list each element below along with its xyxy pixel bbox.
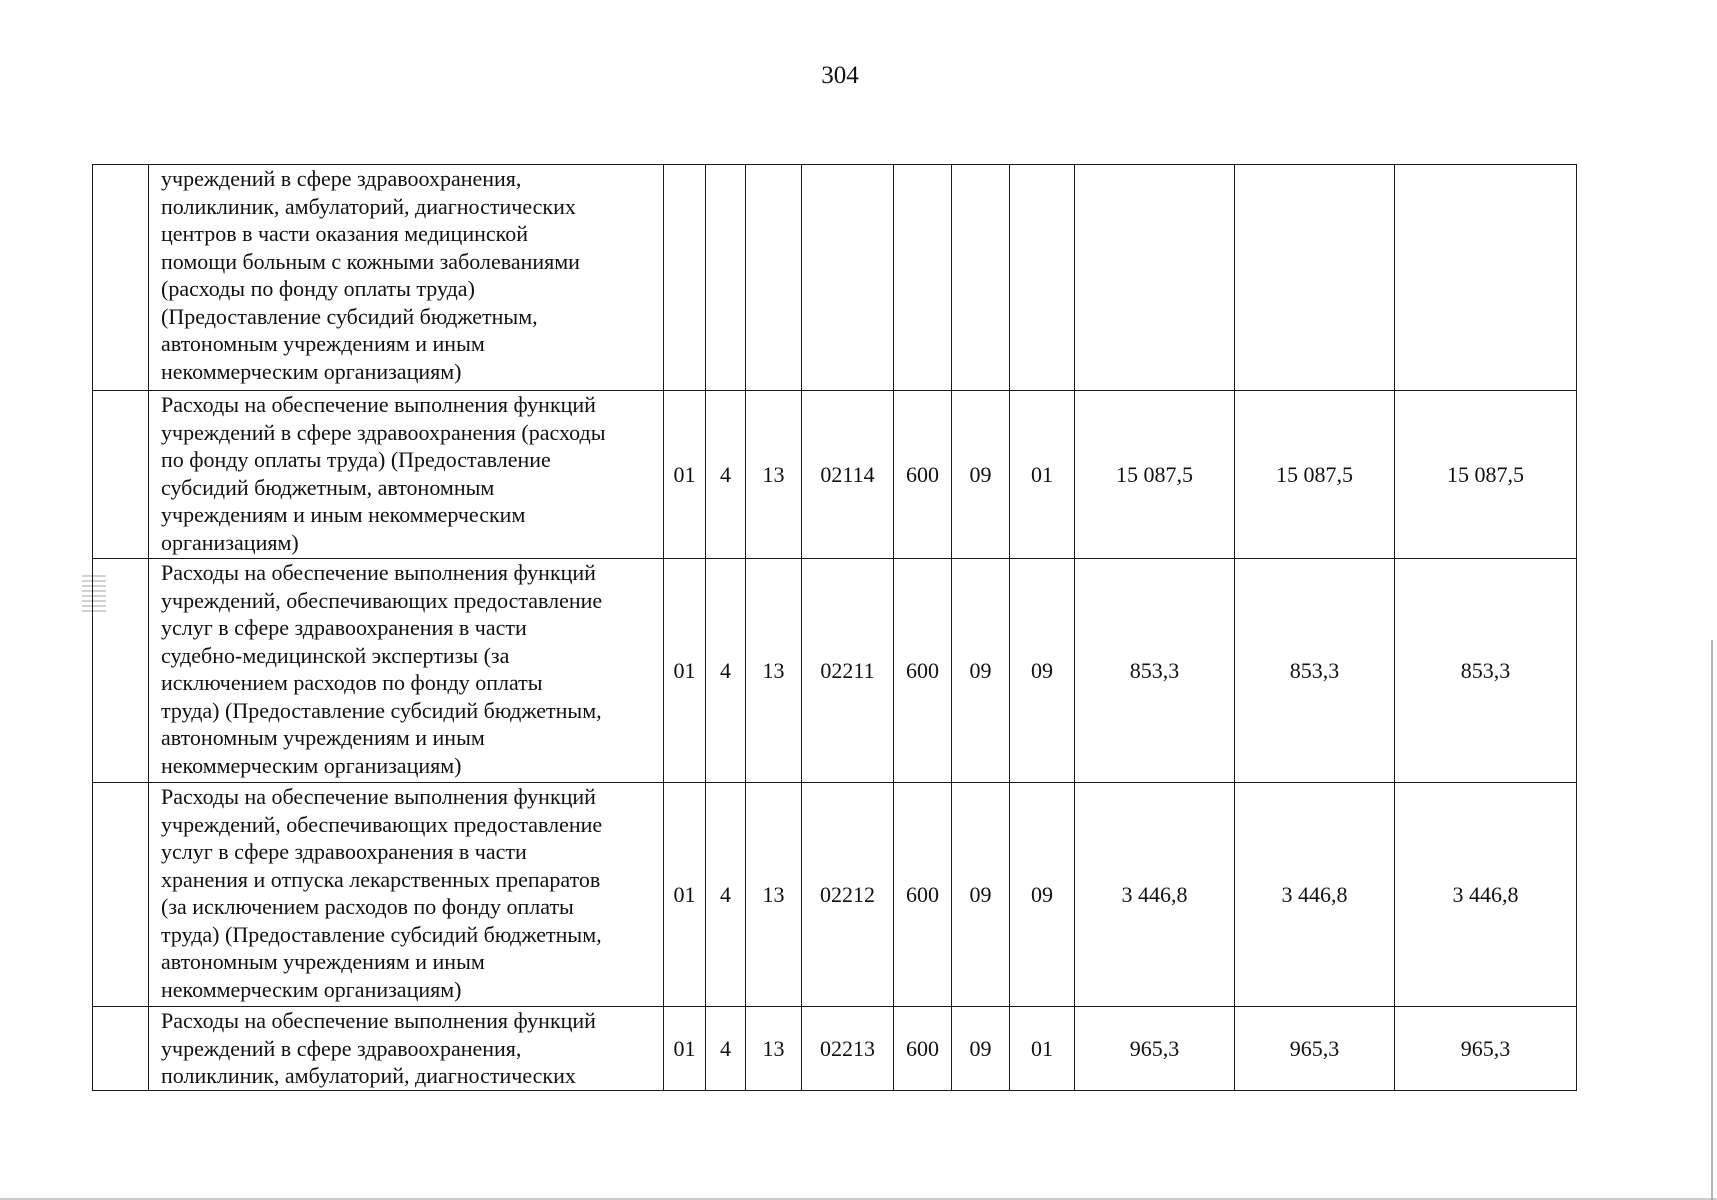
description-line: некоммерческим организациям): [161, 358, 462, 384]
description-line: (за исключением расходов по фонду оплаты: [161, 894, 574, 919]
code-cell-4: 02114: [802, 391, 894, 559]
amount-cell-2: 15 087,5: [1235, 391, 1395, 559]
code-cell-6: 09: [952, 1007, 1010, 1091]
code-cell-6: 09: [952, 391, 1010, 559]
description-line: поликлиник, амбулаторий, диагностических: [161, 1063, 576, 1088]
amount-cell-3: 965,3: [1395, 1007, 1577, 1091]
code-cell-7: [1010, 165, 1075, 391]
description-line: помощи больным с кожными заболеваниями: [161, 248, 580, 274]
amount-cell-1: 965,3: [1075, 1007, 1235, 1091]
description-line: некоммерческим организациям): [161, 752, 462, 778]
table-row: [93, 165, 1577, 391]
description-line: учреждений в сфере здравоохранения (расходы: [161, 419, 606, 445]
code-cell-6: 09: [952, 783, 1010, 1007]
code-cell-1: 01: [664, 559, 706, 783]
amount-cell-2: 3 446,8: [1235, 783, 1395, 1007]
description-cell: [149, 559, 664, 783]
description-cell: [149, 783, 664, 1007]
code-cell-5: 600: [894, 1007, 952, 1091]
description-line: труда) (Предоставление субсидий бюджетным,: [161, 697, 602, 723]
description-cell: [149, 165, 664, 391]
table-row: [93, 559, 1577, 783]
table-row: [93, 1007, 1577, 1091]
description-line: некоммерческим организациям): [161, 976, 462, 1002]
code-cell-5: [894, 165, 952, 391]
amount-cell-3: [1395, 165, 1577, 391]
amount-cell-3: 3 446,8: [1395, 783, 1577, 1007]
description-line: организациям): [161, 529, 299, 555]
code-cell-5: 600: [894, 559, 952, 783]
description-line: труда) (Предоставление субсидий бюджетным,: [161, 921, 602, 947]
code-cell-7: 09: [1010, 559, 1075, 783]
description-line: учреждений, обеспечивающих предоставление: [161, 587, 603, 613]
code-cell-1: 01: [664, 1007, 706, 1091]
code-cell-2: 4: [706, 783, 746, 1007]
code-cell-2: 4: [706, 1007, 746, 1091]
code-cell-1: [664, 165, 706, 391]
row-index-cell: [93, 1007, 149, 1091]
description-line: субсидий бюджетным, автономным: [161, 474, 495, 500]
code-cell-3: 13: [746, 391, 802, 559]
description-line: автономным учреждениям и иным: [161, 949, 485, 974]
code-cell-2: 4: [706, 559, 746, 783]
row-index-cell: [93, 783, 149, 1007]
amount-cell-2: 853,3: [1235, 559, 1395, 783]
code-cell-4: [802, 165, 894, 391]
code-cell-7: 01: [1010, 391, 1075, 559]
budget-table: [92, 164, 1577, 1091]
description-line: услуг в сфере здравоохранения в части: [161, 615, 527, 640]
description-cell: [149, 1007, 664, 1091]
amount-cell-1: [1075, 165, 1235, 391]
description-line: центров в части оказания медицинской: [161, 221, 528, 246]
code-cell-3: 13: [746, 559, 802, 783]
description-line: (расходы по фонду оплаты труда): [161, 276, 475, 301]
description-line: судебно-медицинской экспертизы (за: [161, 642, 510, 668]
description-line: учреждений в сфере здравоохранения,: [161, 166, 522, 191]
description-line: учреждений, обеспечивающих предоставление: [161, 811, 603, 837]
row-index-cell: [93, 391, 149, 559]
code-cell-4: 02213: [802, 1007, 894, 1091]
table-body: [93, 165, 1577, 1091]
row-index-cell: [93, 165, 149, 391]
code-cell-7: 09: [1010, 783, 1075, 1007]
description-line: поликлиник, амбулаторий, диагностических: [161, 193, 576, 219]
description-line: Расходы на обеспечение выполнения функций: [161, 392, 596, 417]
code-cell-2: 4: [706, 391, 746, 559]
description-line: хранения и отпуска лекарственных препаратов: [161, 866, 601, 892]
table-row: [93, 391, 1577, 559]
page-number: 304: [821, 62, 859, 89]
description-line: исключением расходов по фонду оплаты: [161, 670, 543, 695]
code-cell-4: 02211: [802, 559, 894, 783]
code-cell-6: [952, 165, 1010, 391]
code-cell-6: 09: [952, 559, 1010, 783]
amount-cell-3: 15 087,5: [1395, 391, 1577, 559]
description-cell: [149, 391, 664, 559]
amount-cell-2: [1235, 165, 1395, 391]
description-line: по фонду оплаты труда) (Предоставление: [161, 447, 551, 472]
table-row: [93, 783, 1577, 1007]
row-index-cell: [93, 559, 149, 783]
code-cell-1: 01: [664, 783, 706, 1007]
amount-cell-3: 853,3: [1395, 559, 1577, 783]
description-line: автономным учреждениям и иным: [161, 725, 485, 750]
code-cell-3: [746, 165, 802, 391]
description-line: услуг в сфере здравоохранения в части: [161, 839, 527, 864]
description-line: Расходы на обеспечение выполнения функций: [161, 784, 596, 809]
amount-cell-1: 853,3: [1075, 559, 1235, 783]
description-line: Расходы на обеспечение выполнения функций: [161, 560, 596, 585]
amount-cell-2: 965,3: [1235, 1007, 1395, 1091]
description-line: Расходы на обеспечение выполнения функций: [161, 1008, 596, 1033]
code-cell-5: 600: [894, 783, 952, 1007]
description-line: (Предоставление субсидий бюджетным,: [161, 303, 538, 329]
code-cell-1: 01: [664, 391, 706, 559]
description-line: учреждений в сфере здравоохранения,: [161, 1035, 522, 1061]
description-line: автономным учреждениям и иным: [161, 331, 485, 356]
description-line: учреждениям и иным некоммерческим: [161, 502, 526, 527]
scan-edge-right: [1711, 640, 1713, 1200]
code-cell-3: 13: [746, 1007, 802, 1091]
code-cell-5: 600: [894, 391, 952, 559]
code-cell-4: 02212: [802, 783, 894, 1007]
amount-cell-1: 15 087,5: [1075, 391, 1235, 559]
code-cell-2: [706, 165, 746, 391]
amount-cell-1: 3 446,8: [1075, 783, 1235, 1007]
code-cell-7: 01: [1010, 1007, 1075, 1091]
code-cell-3: 13: [746, 783, 802, 1007]
